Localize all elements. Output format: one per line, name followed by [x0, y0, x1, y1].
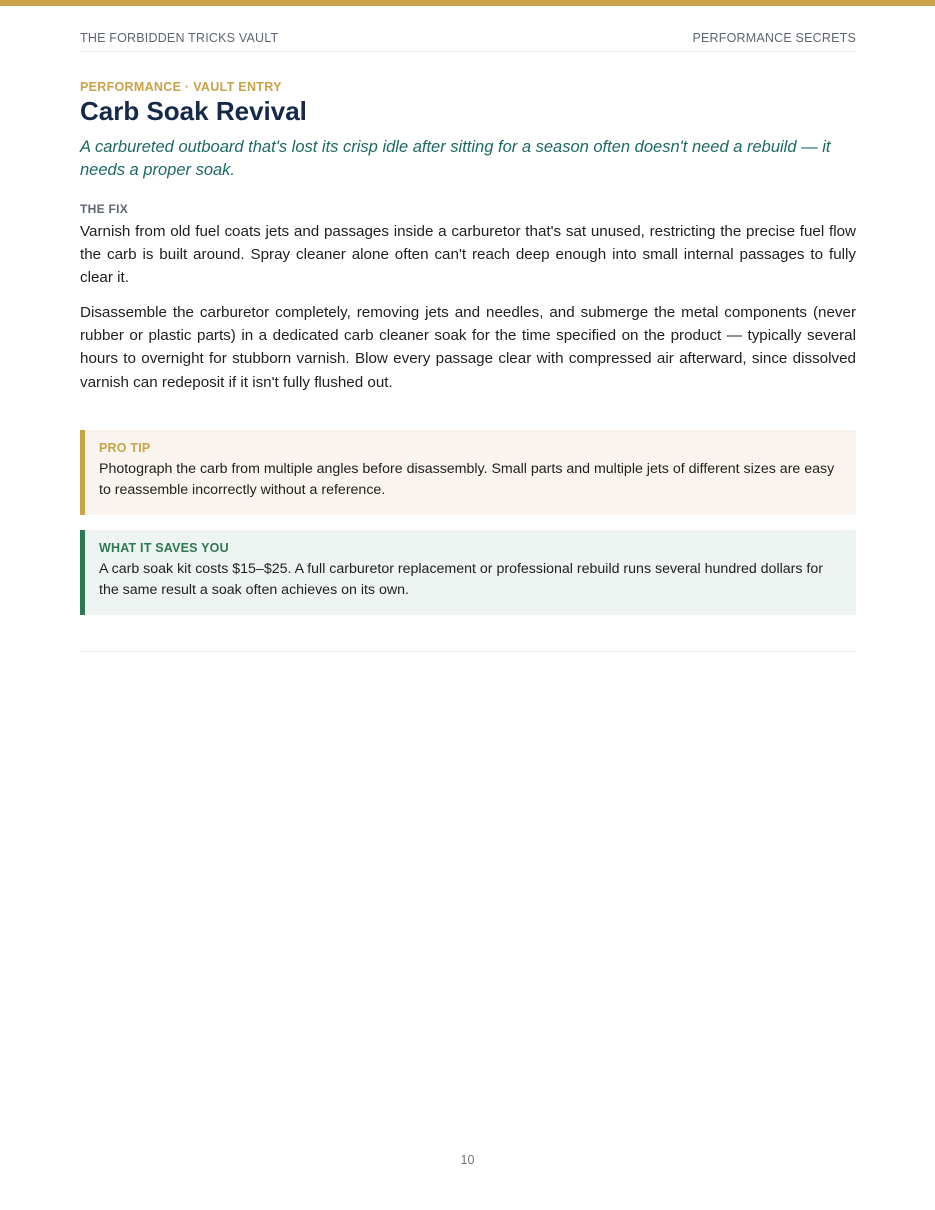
entry-category: PERFORMANCE · VAULT ENTRY [80, 80, 282, 94]
body-paragraph: Varnish from old fuel coats jets and passages inside a carburetor that's sat unused, restricting the precise fuel flow the carb is built around. Spray cleaner alone often can't reach deep enough into small internal passages to fully clear it. [80, 222, 856, 287]
pro-tip-label: PRO TIP [99, 440, 151, 455]
header-section-title: PERFORMANCE SECRETS [692, 31, 856, 45]
section-label-the-fix: THE FIX [80, 201, 129, 216]
header-book-title: THE FORBIDDEN TRICKS VAULT [80, 31, 279, 45]
page-number: 10 [460, 1153, 475, 1167]
savings-text: A carb soak kit costs $15–$25. A full carburetor replacement or professional rebuild runs several hundred dollars for the same result a soak often achieves on its own. [99, 560, 823, 598]
vault-entry [80, 80, 856, 615]
pro-tip-text: Photograph the carb from multiple angles before disassembly. Small parts and multiple jets of different sizes are easy to reassemble incorrectly without a reference. [99, 460, 835, 498]
entry-end-divider [80, 651, 856, 652]
savings-callout [80, 530, 856, 615]
body-paragraph: Disassemble the carburetor completely, removing jets and needles, and submerge the metal components (never rubber or plastic parts) in a dedicated carb cleaner soak for the time specified on the product — typically several hours to overnight for stubborn varnish. Blow every passage clear with compressed air afterward, since dissolved varnish can redeposit if it isn't fully flushed out. [80, 303, 856, 391]
savings-label: WHAT IT SAVES YOU [99, 540, 229, 555]
entry-subtitle: A carbureted outboard that's lost its crisp idle after sitting for a season often doesn't need a rebuild — it needs a proper soak. [80, 137, 831, 179]
running-header [80, 31, 856, 52]
entry-title: Carb Soak Revival [80, 96, 307, 126]
pro-tip-callout [80, 430, 856, 515]
top-accent-bar [0, 0, 935, 6]
